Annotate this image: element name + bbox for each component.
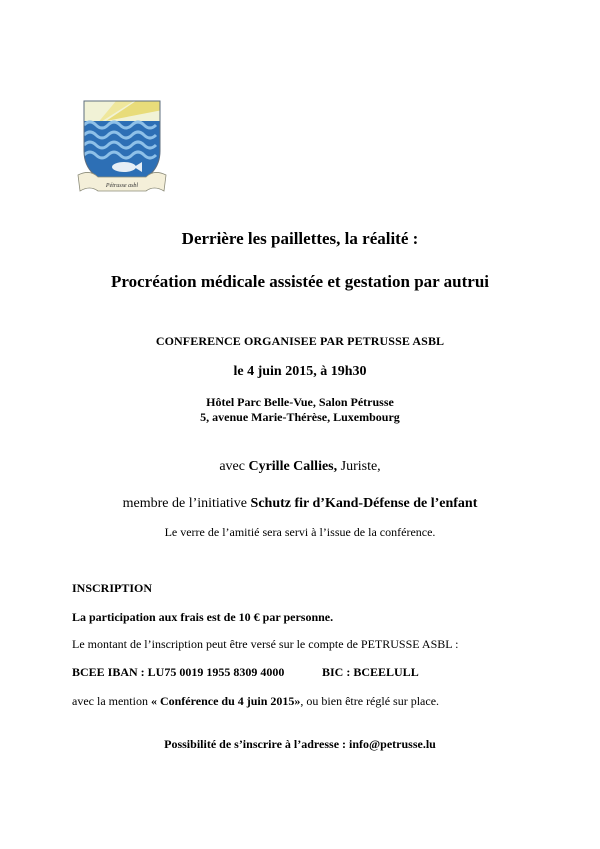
iban-line: BCEE IBAN : LU75 0019 1955 8309 4000 [72,665,285,679]
inscription-heading: INSCRIPTION [72,581,153,595]
speaker-membership-line [0,496,600,512]
mention-prefix: avec la mention [72,694,151,708]
speaker-role: Juriste, [337,459,381,474]
bic-code: BIC : BCEELULL [322,665,419,679]
speaker-name: Cyrille Callies, [248,459,338,474]
account-instructions: Le montant de l’inscription peut être versé sur le compte de PETRUSSE ASBL : [72,637,459,651]
petrusse-crest-logo [76,99,168,195]
payment-mention-line [72,694,439,709]
mention-suffix: , ou bien être réglé sur place. [300,694,440,708]
speaker-prefix: avec [219,459,249,474]
event-date: le 4 juin 2015, à 19h30 [233,364,367,379]
venue-line-2: 5, avenue Marie-Thérèse, Luxembourg [200,410,400,424]
aperitif-note: Le verre de l’amitié sera servi à l’issue de la conférence. [164,525,436,539]
participation-fee: La participation aux frais est de 10 € par personne. [72,610,334,624]
scroll-text: Pétrusse asbl [105,183,139,189]
shield-icon [76,99,168,195]
speaker-line [0,459,600,475]
mention-reference: « Conférence du 4 juin 2015» [150,694,301,708]
organizer-line: CONFERENCE ORGANISEE PAR PETRUSSE ASBL [155,334,445,348]
venue-line-1: Hôtel Parc Belle-Vue, Salon Pétrusse [206,395,394,409]
title-line-1: Derrière les paillettes, la réalité : [181,229,419,248]
registration-email-line: Possibilité de s’inscrire à l’adresse : info@petrusse.lu [164,737,436,751]
title-line-2: Procréation médicale assistée et gestation par autrui [110,272,490,291]
membership-prefix: membre de l’initiative [122,496,251,511]
initiative-name: Schutz fir d’Kand-Défense de l’enfant [250,496,478,511]
